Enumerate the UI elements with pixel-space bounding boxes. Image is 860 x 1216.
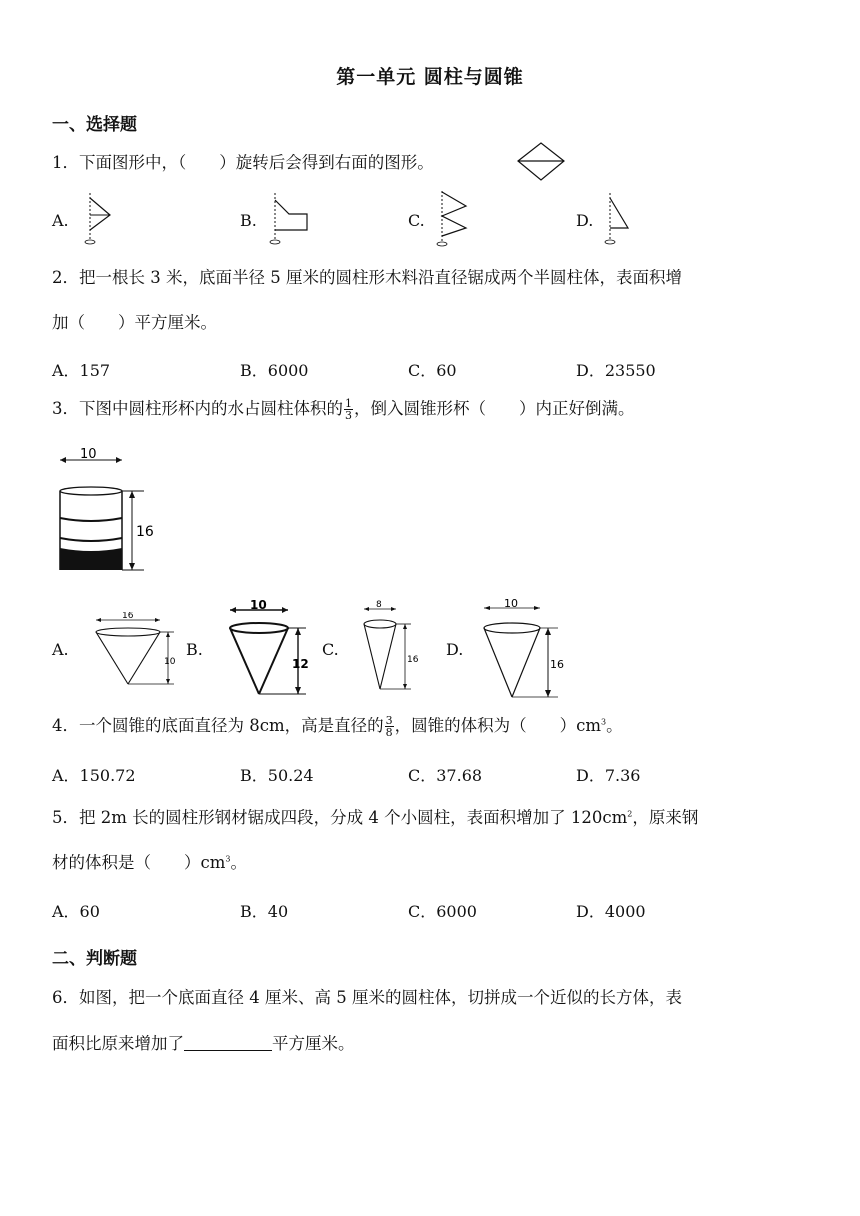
q2-option-d: D．23550: [576, 361, 656, 380]
q3-option-a-cone: [88, 612, 183, 692]
q2-option-b: B．6000: [240, 361, 309, 380]
q1-option-c-figure: [432, 188, 480, 250]
cylinder-height-label: 16: [136, 524, 154, 540]
question-5-line-2: 材的体积是（ ）$cm^3$。: [52, 853, 247, 872]
q2-option-c: C．60: [408, 361, 457, 380]
question-1-stem: 1．下面图形中，（ ）旋转后会得到右面的图形。: [52, 153, 434, 172]
q2-option-a: A．157: [52, 361, 111, 380]
q4-option-b: B．50.24: [240, 766, 314, 785]
q1-option-a-figure: [80, 190, 120, 248]
cone-d-height-label: 16: [550, 658, 564, 671]
q5-option-d: D．4000: [576, 902, 646, 921]
question-3-text: 3．下图中圆柱形杯内的水占圆柱体积的 $\frac{1}{3}$ ，倒入圆锥形杯（ ）内正好倒满。: [52, 397, 635, 422]
q1-option-b-label: B.: [240, 211, 257, 230]
cone-b-diameter-label: 10: [250, 600, 267, 612]
q3-option-d-cone: [478, 598, 568, 702]
q3-option-a-label: A.: [52, 640, 69, 659]
cone-a-height-label: 10: [164, 657, 176, 667]
q5-option-b: B．40: [240, 902, 289, 921]
cylinder-diameter-label: 10: [80, 448, 97, 462]
cone-a-diameter-label: 16: [122, 612, 134, 621]
question-6-line-1: 6．如图，把一个底面直径 4 厘米、高 5 厘米的圆柱体，切拼成一个近似的长方体，表: [52, 988, 682, 1007]
q3-option-c-cone: [355, 600, 425, 695]
question-6-line-2: 面积比原来增加了 平方厘米。: [52, 1034, 355, 1053]
q4-option-c: C．37.68: [408, 766, 483, 785]
question-2-line-1: 2．把一根长 3 米，底面半径 5 厘米的圆柱形木料沿直径锯成两个半圆柱体，表面积增: [52, 268, 682, 287]
q5-option-c: C．6000: [408, 902, 477, 921]
fraction-three-eighths: $\frac{3}{8}$: [385, 714, 393, 739]
q3-option-d-label: D.: [446, 640, 464, 659]
cone-c-diameter-label: 8: [376, 600, 382, 610]
q1-option-b-figure: [265, 190, 313, 248]
q4-option-a: A．150.72: [52, 766, 136, 785]
q4-option-d: D．7.36: [576, 766, 641, 785]
q3-option-c-label: C.: [322, 640, 339, 659]
cone-d-diameter-label: 10: [504, 598, 518, 610]
question-4-text: 4．一个圆锥的底面直径为 8cm，高是直径的 $\frac{3}{8}$ ，圆锥的体积为（ ）$cm^3$。: [52, 714, 623, 739]
cone-c-height-label: 16: [407, 655, 419, 665]
rhombus-target-figure: [515, 140, 567, 184]
question-1-text: [52, 153, 812, 173]
q1-option-d-figure: [600, 190, 640, 248]
q3-option-b-label: B.: [186, 640, 203, 659]
cylinder-cup-figure: [48, 448, 168, 578]
q1-option-d-label: D.: [576, 211, 594, 230]
fraction-one-third: $\frac{1}{3}$: [345, 397, 352, 422]
cone-b-height-label: 12: [292, 657, 309, 671]
section-heading-judgement: 二、判断题: [52, 949, 137, 969]
q1-option-c-label: C.: [408, 211, 425, 230]
q3-option-b-cone: [222, 600, 312, 700]
page-title: 第一单元 圆柱与圆锥: [336, 66, 524, 88]
question-5-line-1: 5．把 2m 长的圆柱形钢材锯成四段，分成 4 个小圆柱，表面积增加了 $120cm^2$，原来钢: [52, 808, 699, 827]
question-2-line-2: 加（ ）平方厘米。: [52, 313, 217, 332]
q1-option-a-label: A.: [52, 211, 69, 230]
q5-option-a: A．60: [52, 902, 100, 921]
section-heading-choice: 一、选择题: [52, 115, 137, 135]
answer-blank[interactable]: [184, 1034, 272, 1051]
